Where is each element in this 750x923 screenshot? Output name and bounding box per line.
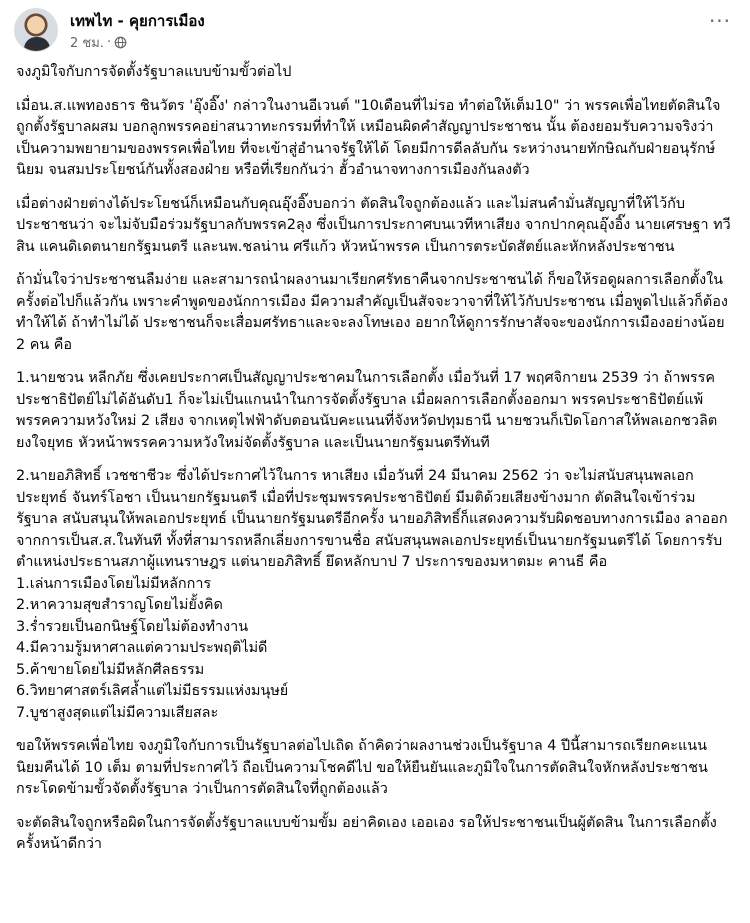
- more-options-button[interactable]: ···: [708, 9, 732, 33]
- list-item: 3.ร่ำรวยเป็นอกนิษฐ์โดยไม่ต้องทำงาน: [16, 618, 249, 635]
- author-name[interactable]: เทพไท - คุยการเมือง: [70, 12, 205, 30]
- list-item: 4.มีความรู้มหาศาลแต่ความประพฤติไม่ดี: [16, 640, 268, 656]
- post-paragraph: ถ้ามั่นใจว่าประชาชนลืมง่าย และสามารถนำผลงานมาเรียกศรัทธาคืนจากประชาชนได้ ก็ขอให้รอดูผลการเลือกตั้งในครั้งต่อไปก็แล้วกัน เพราะคำพูดของนักการเมือง มีความสำคัญเป็นสัจจะวาจาที่ให้ไว้กับประชาชน เมื่อพูดไปแล้วก็ต้องทำให้ได้ ถ้าทำไม่ได้ ประชาชนก็จะเสื่อมศรัทธาและจะลงโทษเอง อยากให้ดูการรักษาสัจจะของนักการเมืองอย่างน้อย 2 คน คือ: [16, 272, 728, 353]
- post-meta: [70, 32, 127, 53]
- list-item: 2.หาความสุขสำราญโดยไม่ยั้งคิด: [16, 597, 223, 613]
- meta-dot: ·: [106, 35, 112, 50]
- avatar[interactable]: [14, 8, 58, 52]
- post-paragraph: เมื่อน.ส.แพทองธาร ชินวัตร 'อุ๊งอิ๊ง' กล่าวในงานอีเวนต์ "10เดือนที่ไม่รอ ทำต่อให้เต็ม10" ว่า พรรคเพื่อไทยตัดสินใจถูกตั้งรัฐบาลผสม บอกลูกพรรคอย่าสนวาทะกรรมที่ทำให้ เหมือนผิดคำสัญญาประชาชน นั้น ต้องยอมรับความจริงว่าเป็นความพยายามของพรรคเพื่อไทย ที่จะเข้าสู่อำนาจรัฐให้ได้ โดยมีการดีลลับกัน ระหว่างนายทักษิณกับฝ่ายอนุรักษ์นิยม จนสมประโยชน์กันทั้งสองฝ่าย หรือที่เรียกกันว่า ฮั้วอำนาจทางการเมืองกันลงตัว: [16, 97, 721, 178]
- post-paragraph: 1.นายชวน หลีกภัย ซึ่งเคยประกาศเป็นสัญญาประชาคมในการเลือกตั้ง เมื่อวันที่ 17 พฤศจิกายน 2539 ว่า ถ้าพรรคประชาธิปัตย์ไม่ได้อันดับ1 ก็จะไม่เป็นแกนนำในการจัดตั้งรัฐบาล เมื่อผลการเลือกตั้งออกมา พรรคประชาธิปัตย์แพ้พรรคความหวังใหม่ 2 เสียง จากเหตุไฟฟ้าดับตอนนับคะแนนที่จังหวัดปทุมธานี นายชวนก็เปิดโอกาสให้พลเอกชวลิต ยงใจยุทธ หัวหน้าพรรคความหวังใหม่จัดตั้งรัฐบาล และเป็นนายกรัฐมนตรีทันที: [16, 370, 718, 451]
- list-item: 5.ค้าขายโดยไม่มีหลักศีลธรรม: [16, 661, 205, 678]
- post-content: [16, 62, 734, 868]
- post-paragraph: เมื่อต่างฝ่ายต่างได้ประโยชน์ก็เหมือนกับคุณอุ๊งอิ๊งบอกว่า ตัดสินใจถูกต้องแล้ว และไม่สนคำมั่นสัญญาที่ให้ไว้กับประชาชนว่า จะไม่จับมือร่วมรัฐบาลกับพรรค2ลุง ซึ่งเป็นการประกาศบนเวทีหาเสียง จากปากคุณอุ๊งอิ๊ง นายเศรษฐา ทวีสิน แคนดิเดตนายกรัฐมนตรี และนพ.ชลน่าน ศรีแก้ว หัวหน้าพรรค เป็นการตระบัดสัตย์และหักหลังประชาชน: [16, 195, 731, 255]
- post-header: [14, 8, 736, 52]
- list-item: 7.บูชาสูงสุดแต่ไม่มีความเสียสละ: [16, 704, 219, 721]
- list-item: 1.เล่นการเมืองโดยไม่มีหลักการ: [16, 575, 212, 592]
- post-paragraph: 2.นายอภิสิทธิ์ เวชชาชีวะ ซึ่งได้ประกาศไว้ในการ หาเสียง เมื่อวันที่ 24 มีนาคม 2562 ว่า จะไม่สนับสนุนพลเอกประยุทธ์ จันทร์โอชา เป็นนายกรัฐมนตรี เมื่อที่ประชุมพรรคประชาธิปัตย์ มีมติด้วยเสียงข้างมาก ตัดสินใจเข้าร่วมรัฐบาล สนับสนุนให้พลเอกประยุทธ์ เป็นนายกรัฐมนตรีอีกครั้ง นายอภิสิทธิ์ก็แสดงความรับผิดชอบทางการเมือง ลาออกจากการเป็นส.ส.ในทันที ทั้งที่สามารถหลีกเลี่ยงการขานชื่อ สนับสนุนพลเอกประยุทธ์เป็นนายกรัฐมนตรีได้ โดยการรับตำแหน่งประธานสภาผู้แทนราษฎร แต่นายอภิสิทธิ์ ยึดหลักบาป 7 ประการของมหาตมะ คานธี คือ: [16, 468, 728, 570]
- globe-icon: [114, 36, 127, 49]
- post-time[interactable]: 2 ชม.: [70, 36, 104, 51]
- post-paragraph: ขอให้พรรคเพื่อไทย จงภูมิใจกับการเป็นรัฐบาลต่อไปเถิด ถ้าคิดว่าผลงานช่วงเป็นรัฐบาล 4 ปีนี้สามารถเรียกคะแนนนิยมคืนได้ 10 เต็ม ตามที่ประกาศไว้ ถือเป็นความโชคดีไป ขอให้ยืนยันและภูมิใจในการตัดสินใจหักหลังประชาชน กระโดดข้ามขั้วจัดตั้งรัฐบาล ว่าเป็นการตัดสินใจที่ถูกต้องแล้ว: [16, 738, 708, 797]
- list-item: 6.วิทยาศาสตร์เลิศล้ำแต่ไม่มีธรรมแห่งมนุษย์: [16, 683, 289, 699]
- post-paragraph: จะตัดสินใจถูกหรือผิดในการจัดตั้งรัฐบาลแบบข้ามขั้ม อย่าคิดเอง เออเอง รอให้ประชาชนเป็นผู้ตัดสิน ในการเลือกตั้งครั้งหน้าดีกว่า: [16, 814, 717, 852]
- post-paragraph: จงภูมิใจกับการจัดตั้งรัฐบาลแบบข้ามขั้วต่อไป: [16, 64, 292, 80]
- sins-list: [16, 574, 734, 725]
